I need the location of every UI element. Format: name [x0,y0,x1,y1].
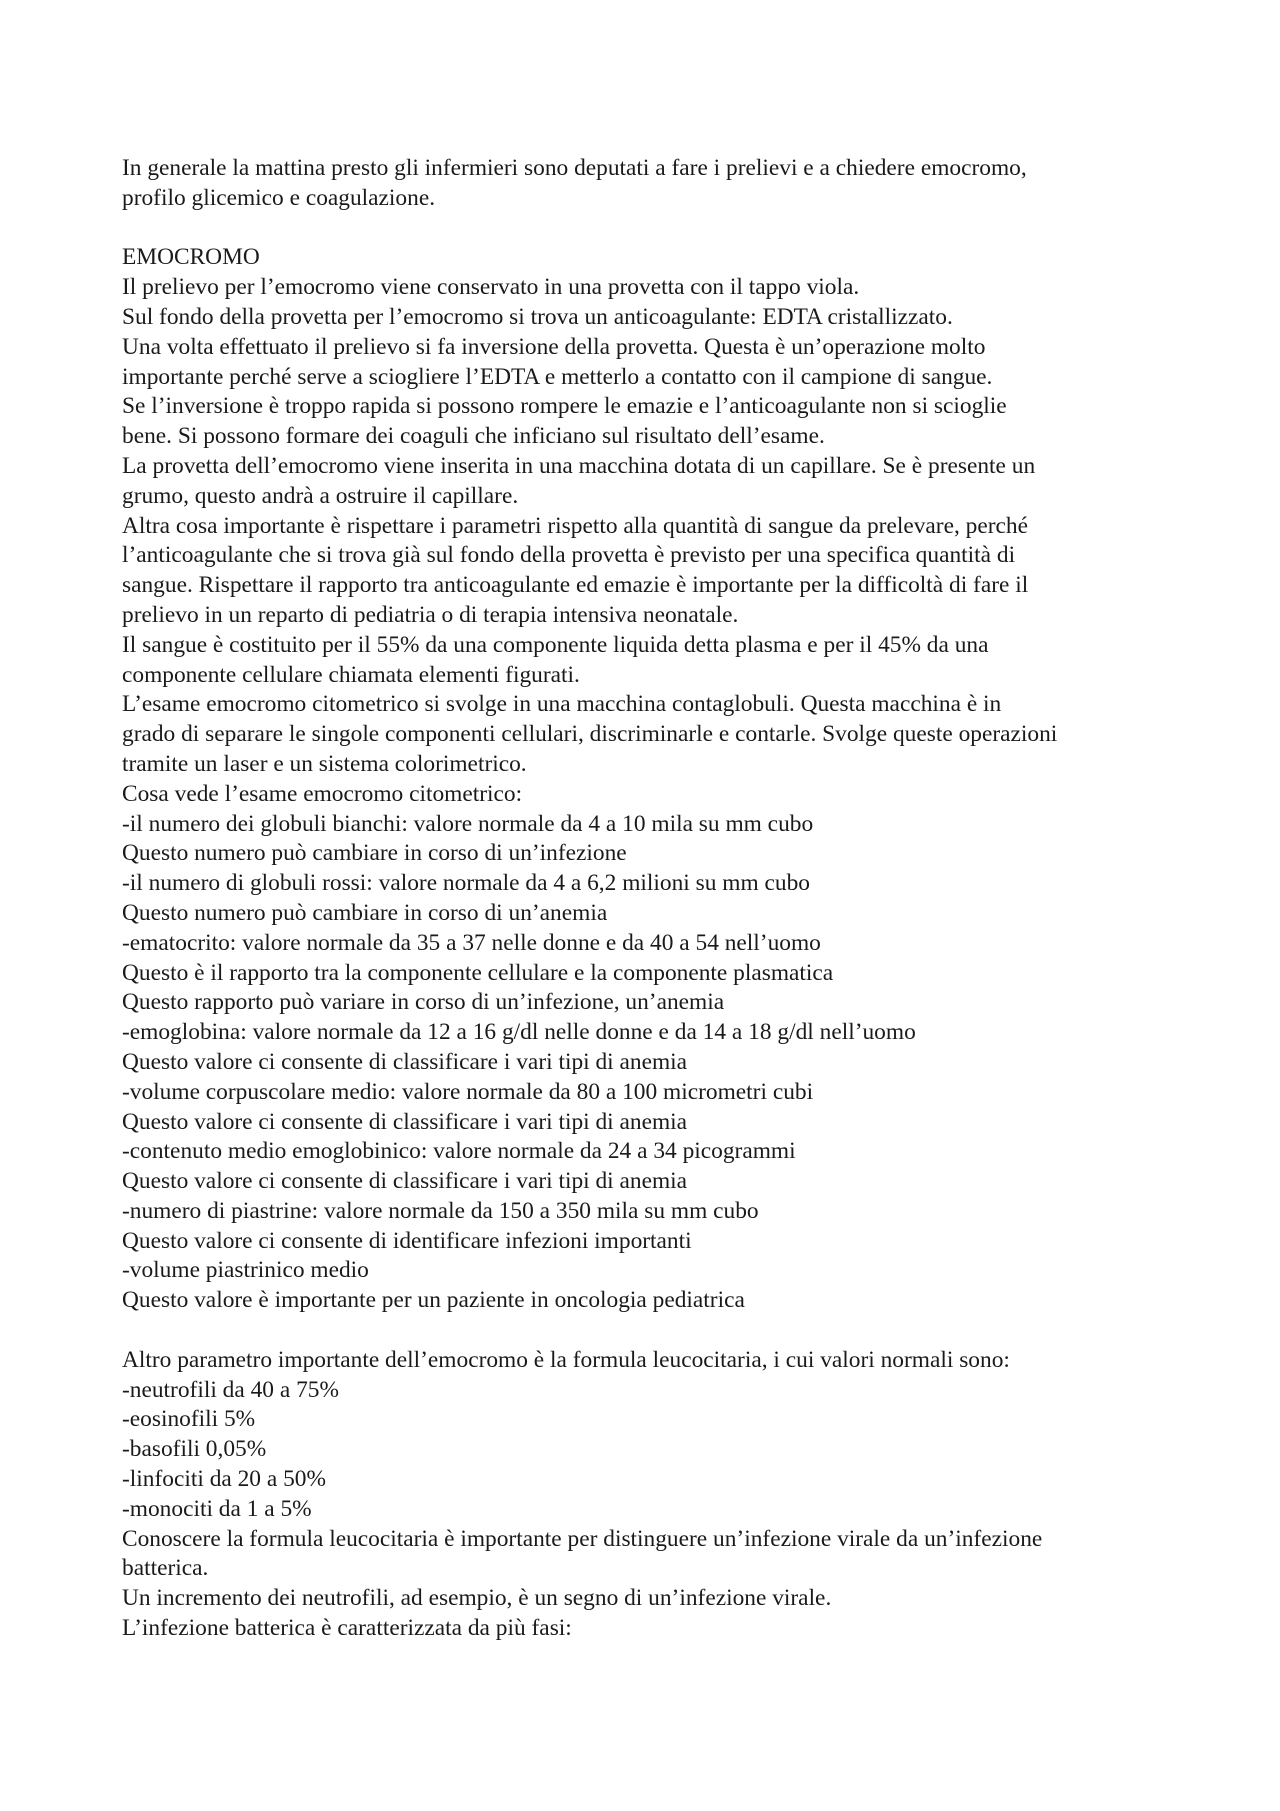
text-line: L’infezione batterica è caratterizzata da più fasi: [122,1615,572,1642]
text-line: importante perché serve a sciogliere l’EDTA e metterlo a contatto con il campione di sangue. [122,363,993,390]
text-line: Questo valore è importante per un paziente in oncologia pediatrica [122,1287,745,1314]
text-line: -basofili 0,05% [122,1436,267,1463]
text-line: prelievo in un reparto di pediatria o di terapia intensiva neonatale. [122,601,739,628]
text-line: grado di separare le singole componenti cellulari, discriminarle e contarle. Svolge queste operazioni [122,721,1058,748]
text-line: Una volta effettuato il prelievo si fa inversione della provetta. Questa è un’operazione molto [122,333,986,360]
text-line: Conoscere la formula leucocitaria è importante per distinguere un’infezione virale da un’infezione [122,1525,1043,1552]
text-line: -volume piastrinico medio [122,1257,369,1284]
text-line: Questo valore ci consente di identificare infezioni importanti [122,1227,692,1254]
formula-section [122,1346,1182,1644]
text-line: -linfociti da 20 a 50% [122,1466,326,1493]
text-line: tramite un laser e un sistema colorimetrico. [122,750,527,777]
text-line: -monociti da 1 a 5% [122,1495,312,1522]
text-line: Il sangue è costituito per il 55% da una componente liquida detta plasma e per il 45% da una [122,631,989,658]
text-line: Cosa vede l’esame emocromo citometrico: [122,780,523,807]
text-line: Un incremento dei neutrofili, ad esempio, è un segno di un’infezione virale. [122,1585,832,1612]
text-line: -eosinofili 5% [122,1406,256,1433]
document-page [122,154,1182,1644]
paragraph-gap [122,1316,1182,1346]
text-line: Altra cosa importante è rispettare i parametri rispetto alla quantità di sangue da prelevare, perché [122,512,1028,539]
text-line: -il numero dei globuli bianchi: valore normale da 4 a 10 mila su mm cubo [122,810,814,837]
text-line: Questo è il rapporto tra la componente cellulare e la componente plasmatica [122,959,834,986]
text-line: Questo valore ci consente di classificare i vari tipi di anemia [122,1108,688,1135]
text-line: -emoglobina: valore normale da 12 a 16 g/dl nelle donne e da 14 a 18 g/dl nell’uomo [122,1019,916,1046]
text-line: -contenuto medio emoglobinico: valore normale da 24 a 34 picogrammi [122,1138,796,1165]
intro-paragraph [122,154,1182,214]
text-line: Questo valore ci consente di classificare i vari tipi di anemia [122,1168,688,1195]
text-line: grumo, questo andrà a ostruire il capillare. [122,482,519,509]
text-line: sangue. Rispettare il rapporto tra anticoagulante ed emazie è importante per la difficoltà di fare il [122,572,1029,599]
section-title: EMOCROMO [122,244,260,271]
text-line: -neutrofili da 40 a 75% [122,1376,339,1403]
text-line: l’anticoagulante che si trova già sul fondo della provetta è previsto per una specifica quantità di [122,542,1016,569]
text-line: -volume corpuscolare medio: valore normale da 80 a 100 micrometri cubi [122,1078,814,1105]
text-line: Altro parametro importante dell’emocromo è la formula leucocitaria, i cui valori normali sono: [122,1346,1010,1373]
text-line: La provetta dell’emocromo viene inserita in una macchina dotata di un capillare. Se è presente un [122,452,1036,479]
text-line: batterica. [122,1555,209,1582]
emocromo-section [122,243,1182,1316]
paragraph-gap [122,214,1182,244]
text-line: Il prelievo per l’emocromo viene conservato in una provetta con il tappo viola. [122,274,860,301]
text-line: Sul fondo della provetta per l’emocromo si trova un anticoagulante: EDTA cristallizzato. [122,303,953,330]
text-line: -numero di piastrine: valore normale da 150 a 350 mila su mm cubo [122,1197,759,1224]
text-line: Questo valore ci consente di classificare i vari tipi di anemia [122,1048,688,1075]
text-line: bene. Si possono formare dei coaguli che inficiano sul risultato dell’esame. [122,423,825,450]
text-line: Se l’inversione è troppo rapida si possono rompere le emazie e l’anticoagulante non si scioglie [122,393,1007,420]
text-line: profilo glicemico e coagulazione. [122,184,436,211]
text-line: componente cellulare chiamata elementi figurati. [122,661,580,688]
text-line: L’esame emocromo citometrico si svolge in una macchina contaglobuli. Questa macchina è in [122,691,1002,718]
text-line: Questo numero può cambiare in corso di un’infezione [122,840,627,867]
text-line: -il numero di globuli rossi: valore normale da 4 a 6,2 milioni su mm cubo [122,870,810,897]
text-line: In generale la mattina presto gli infermieri sono deputati a fare i prelievi e a chiedere emocromo, [122,155,1027,181]
text-line: Questo rapporto può variare in corso di un’infezione, un’anemia [122,989,725,1016]
text-line: Questo numero può cambiare in corso di un’anemia [122,899,608,926]
text-line: -ematocrito: valore normale da 35 a 37 nelle donne e da 40 a 54 nell’uomo [122,929,821,956]
